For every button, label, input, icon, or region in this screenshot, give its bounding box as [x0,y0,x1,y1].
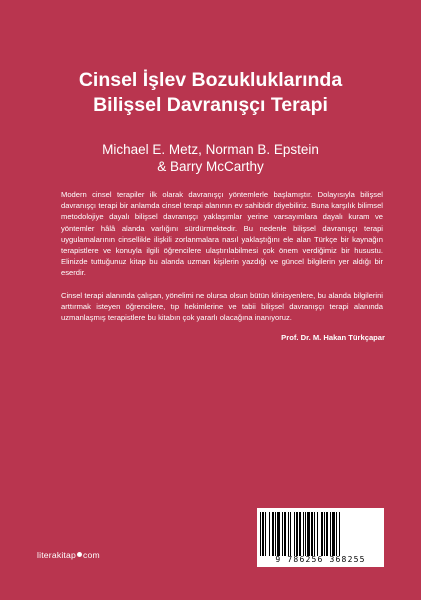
book-title-line2: Bilişsel Davranışçı Terapi [93,94,328,116]
publisher-name-part2: com [82,550,100,560]
publisher-dot-icon [77,552,82,557]
publisher-website [37,550,100,560]
barcode-bars-icon [260,512,381,556]
authors-line2: & Barry McCarthy [157,159,264,174]
authors-line1: Michael E. Metz, Norman B. Epstein [102,142,319,157]
back-cover-description [61,189,383,323]
description-paragraph-2: Cinsel terapi alanında çalışan, yönelimi ne olursa olsun bütün klinisyenlere, bu alanda bilgilerini arttırmak isteyen öğrencilere, tıp hekimlerine ve tabii bilişsel davranışçı terapi alanında uzmanlaşmış terapistlere bu kitabın çok yararlı olacağına inanıyoruz. [61,290,383,323]
barcode-digits: 9 786256 368255 [275,555,366,564]
book-authors [0,141,421,175]
description-paragraph-1: Modern cinsel terapiler ilk olarak davranışçı yöntemlerle başlamıştır. Dolayısıyla bilişsel davranışçı terapi bir anlamda cinsel terapi alanının ev sahibidir diyebiliriz. Buna karşılık bilimsel metodolojiye dayalı bilişsel davranışçı yaklaşımlar yerine varsayımlara dayalı kuram ve yöntemler hâlâ alanda varlığını sürdürmektedir. Bu nedenle bilişsel davranışçı terapi uygulamalarının cinsellikle ilişkili zorlanmalara nasıl yaklaştığını ele alan Türkçe bir kaynağın terapistlere ve konuyla ilgili öğrencilere ulaştırılabilmesi çok önem verdiğimiz bir husustu. Elinizde tuttuğunuz kitap bu alanda uzman kişilerin yazdığı ve güncel bilgilerin yer aldığı bir eserdir. [61,190,383,278]
book-title-line1: Cinsel İşlev Bozukluklarında [78,69,343,91]
book-title [0,68,421,118]
endorsement-signature: Prof. Dr. M. Hakan Türkçapar [281,333,385,342]
isbn-barcode [257,508,384,567]
publisher-name-part1: literakitap [37,550,76,560]
